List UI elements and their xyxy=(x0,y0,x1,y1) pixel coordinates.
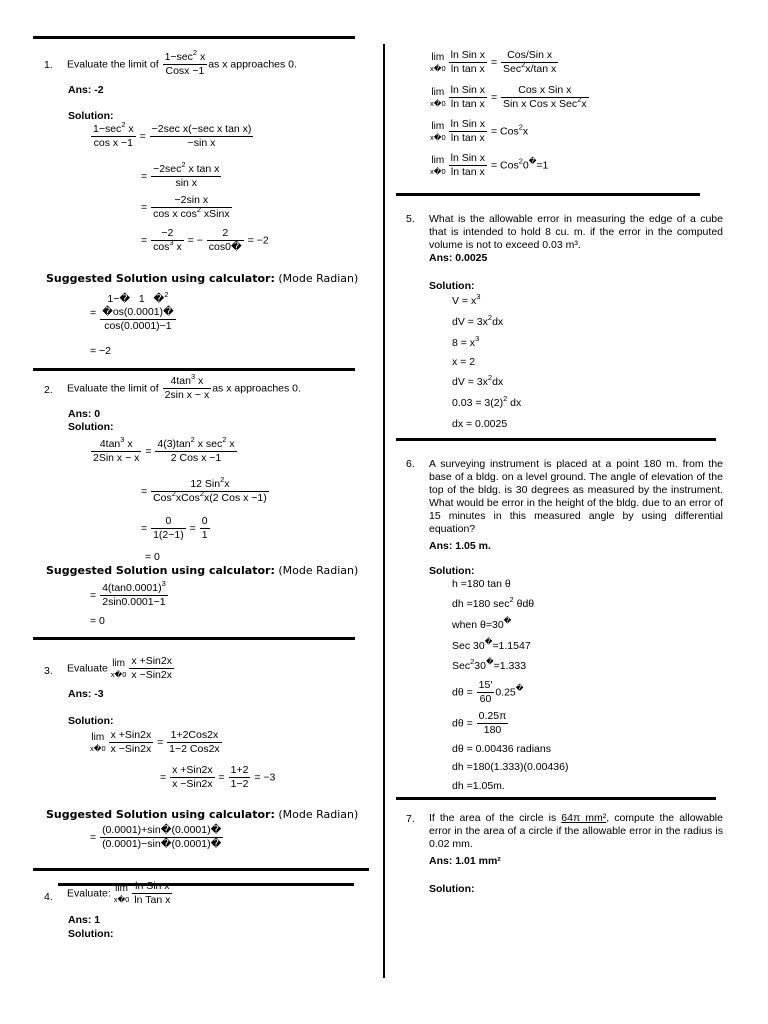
q5-answer: Ans: 0.0025 xyxy=(429,252,488,264)
q4-cont-step3: lim x�0 $\frac{\text{ln Sin x}}{\text{ln tan x}}$ = Cos$^2$x xyxy=(430,118,529,144)
divider-q6-q7 xyxy=(396,797,716,800)
q5-text: What is the allowable error in measuring the edge of a cube that is intended to hold 8 cu. m. if the error in the computed volume is not to exceed 0.03 m³. xyxy=(429,213,723,251)
q6-line-7: dθ = $\frac{0.25\pi}{180}$ xyxy=(452,710,507,736)
q1-solution-step2: = $\frac{-2\sec^2 x \tan x}{\text{sin x}}$ xyxy=(141,160,220,189)
q3-question: Evaluate lim x�0 $\frac{\text{x +Sin2x}}{\text{x −Sin2x}}$ xyxy=(67,655,172,681)
q4-cont-step2: lim x�0 $\frac{\text{ln Sin x}}{\text{ln tan x}}$ = $\frac{\text{Cos x Sin x}}{Sin x Cos x Sec^2x}$ xyxy=(430,84,587,110)
q6-line-10: dh =1.05m. xyxy=(452,780,505,792)
q3-solution-label: Solution: xyxy=(68,715,114,727)
q1-text-after: as x approaches 0. xyxy=(208,58,297,71)
q5-number: 5. xyxy=(406,213,415,225)
q6-line-8: dθ = 0.00436 radians xyxy=(452,743,551,755)
q5-line-1: $V = x^3$ xyxy=(452,292,481,307)
divider-q2-q3 xyxy=(33,637,355,640)
q3-calc: = $\frac{(0.0001)+\sin�(0.0001)�}{(0.0001)-\sin�(0.0001)�}$ xyxy=(90,824,222,850)
q3-suggested: Suggested Solution using calculator: (Mode Radian) xyxy=(46,808,359,821)
q7-area-value: 64π mm² xyxy=(561,812,607,824)
q1-solution-step4: = $\frac{-2}{\cos^3 x}$ = − $\frac{2}{\cos 0�}$ = −2 xyxy=(141,227,269,253)
divider-q1-q2 xyxy=(33,368,355,371)
q2-calc-result: = 0 xyxy=(90,615,105,627)
divider-q3-q4-a xyxy=(33,868,369,871)
q6-text: A surveying instrument is placed at a point 180 m. from the base of a bldg. on a level ground. The angle of elevation of the top of the bldg. is 30 degrees as measured by the instrument. What would be error in the height of the bldg. due to an error of 15 minutes in this measured angle by using differential equation? xyxy=(429,458,723,535)
q6-line-1: h =180 tan θ xyxy=(452,578,511,590)
q4-number: 4. xyxy=(44,891,53,903)
q1-suggested: Suggested Solution using calculator: (Mode Radian) xyxy=(46,272,359,285)
q4-solution-label: Solution: xyxy=(68,928,114,940)
q5-line-5: dV = $3x^2dx$ xyxy=(452,373,504,388)
q6-answer: Ans: 1.05 m. xyxy=(429,540,491,552)
q2-solution-step1: $\frac{4\tan^3 x}{\text{2Sin x − x}}$ = $\frac{4(3)\tan^2 x \sec^2 x}{\text{2 Cos x −1}}$ xyxy=(93,435,235,464)
q2-question: Evaluate the limit of $\frac{4\tan^3 x}{\text{2sin x − x}}$ as x approaches 0. xyxy=(67,372,301,401)
q5-line-3: $8 = x^3$ xyxy=(452,334,480,349)
q2-calc: = $\frac{4(\tan 0.0001)^3}{2\sin 0.0001-1}$ xyxy=(90,579,166,608)
q1-calc: = 1−� 1 �$^2$ �os(0.0001)� cos(0.0001)−1 xyxy=(90,290,174,332)
q7-text: If the area of the circle is 64π mm², compute the allowable error in the area of a circle if the allowable error in the radius is 0.02 mm. xyxy=(429,812,723,850)
q6-line-2: dh =180 $\sec^2 \theta d\theta$ xyxy=(452,595,535,610)
q5-line-4: x = 2 xyxy=(452,356,476,368)
q6-line-6: dθ = $\frac{15'}{60}$ 0.25� xyxy=(452,679,524,705)
q1-answer: Ans: -2 xyxy=(68,84,104,96)
q3-number: 3. xyxy=(44,665,53,677)
q2-solution-result: = 0 xyxy=(145,551,160,563)
q5-solution-label: Solution: xyxy=(429,280,475,292)
q5-line-6: $0.03 = 3(2)^2$ dx xyxy=(452,394,522,409)
q2-solution-step3: = $\frac{0}{1(2-1)}$ = $\frac{0}{1}$ xyxy=(141,515,208,541)
q7-solution-label: Solution: xyxy=(429,883,475,895)
q3-solution-step2: = $\frac{\text{x +Sin2x}}{\text{x −Sin2x}}$ = $\frac{1+2}{1-2}$ = −3 xyxy=(160,764,276,790)
q4-cont-step4: lim x�0 $\frac{\text{ln Sin x}}{\text{ln tan x}}$ = Cos$^2$0�=1 xyxy=(430,152,549,178)
q1-text-before: Evaluate the limit of xyxy=(67,58,159,71)
divider-q5-q6 xyxy=(396,438,716,441)
q2-answer: Ans: 0 xyxy=(68,408,101,420)
q2-suggested: Suggested Solution using calculator: (Mode Radian) xyxy=(46,564,359,577)
q6-line-5: Sec$^2$30�=1.333 xyxy=(452,657,527,672)
q6-solution-label: Solution: xyxy=(429,565,475,577)
q1-solution-step1: $\frac{1-\sec^2 x}{\text{cos x −1}}$ = $\frac{\text{−2sec x(−sec x tan x)}}{\text{−sin x}}$ xyxy=(93,120,252,149)
q5-line-7: dx = 0.0025 xyxy=(452,418,508,430)
q1-question xyxy=(67,48,297,78)
q1-number: 1. xyxy=(44,59,53,71)
q4-cont-step1: lim x�0 $\frac{\text{ln Sin x}}{\text{ln tan x}}$ = $\frac{\text{Cos/Sin x}}{Sec^2x/\tan x}$ xyxy=(430,49,557,75)
q4-answer: Ans: 1 xyxy=(68,914,101,926)
q6-line-3: when θ=30� xyxy=(452,616,512,631)
q5-line-2: dV = $3x^2dx$ xyxy=(452,313,504,328)
divider-q4-q5 xyxy=(396,193,700,196)
q6-line-9: dh =180(1.333)(0.00436) xyxy=(452,761,569,773)
q2-number: 2. xyxy=(44,384,53,396)
q1-fraction: $\frac{1-\sec^2 x}{\text{Cosx −1}}$ xyxy=(164,48,206,77)
q1-calc-result: = −2 xyxy=(90,345,112,357)
q7-answer: Ans: 1.01 mm² xyxy=(429,855,501,867)
q6-line-4: Sec 30�=1.1547 xyxy=(452,637,531,652)
q4-question: Evaluate: lim x�0 $\frac{\text{ln Sin x}}{\text{ln Tan x}}$ xyxy=(67,880,171,906)
q3-answer: Ans: -3 xyxy=(68,688,104,700)
divider-top-left xyxy=(33,36,355,39)
q1-solution-step3: = $\frac{\text{−2sin x}}{\cos x \cos^2 xSinx}$ xyxy=(141,194,230,220)
q6-number: 6. xyxy=(406,458,415,470)
q7-number: 7. xyxy=(406,813,415,825)
q3-solution-step1: lim x�0 $\frac{\text{x +Sin2x}}{\text{x −Sin2x}}$ = $\frac{\text{1+2Cos2x}}{\text{1−2 Cos2x}}$ xyxy=(90,729,220,755)
q2-solution-step2: = $\frac{12 Sin^2x}{Cos^2xCos^2x(2 Cos x -1)}$ xyxy=(141,475,267,504)
q2-solution-label: Solution: xyxy=(68,421,114,433)
column-divider xyxy=(383,44,385,978)
q1-solution-label: Solution: xyxy=(68,110,114,122)
